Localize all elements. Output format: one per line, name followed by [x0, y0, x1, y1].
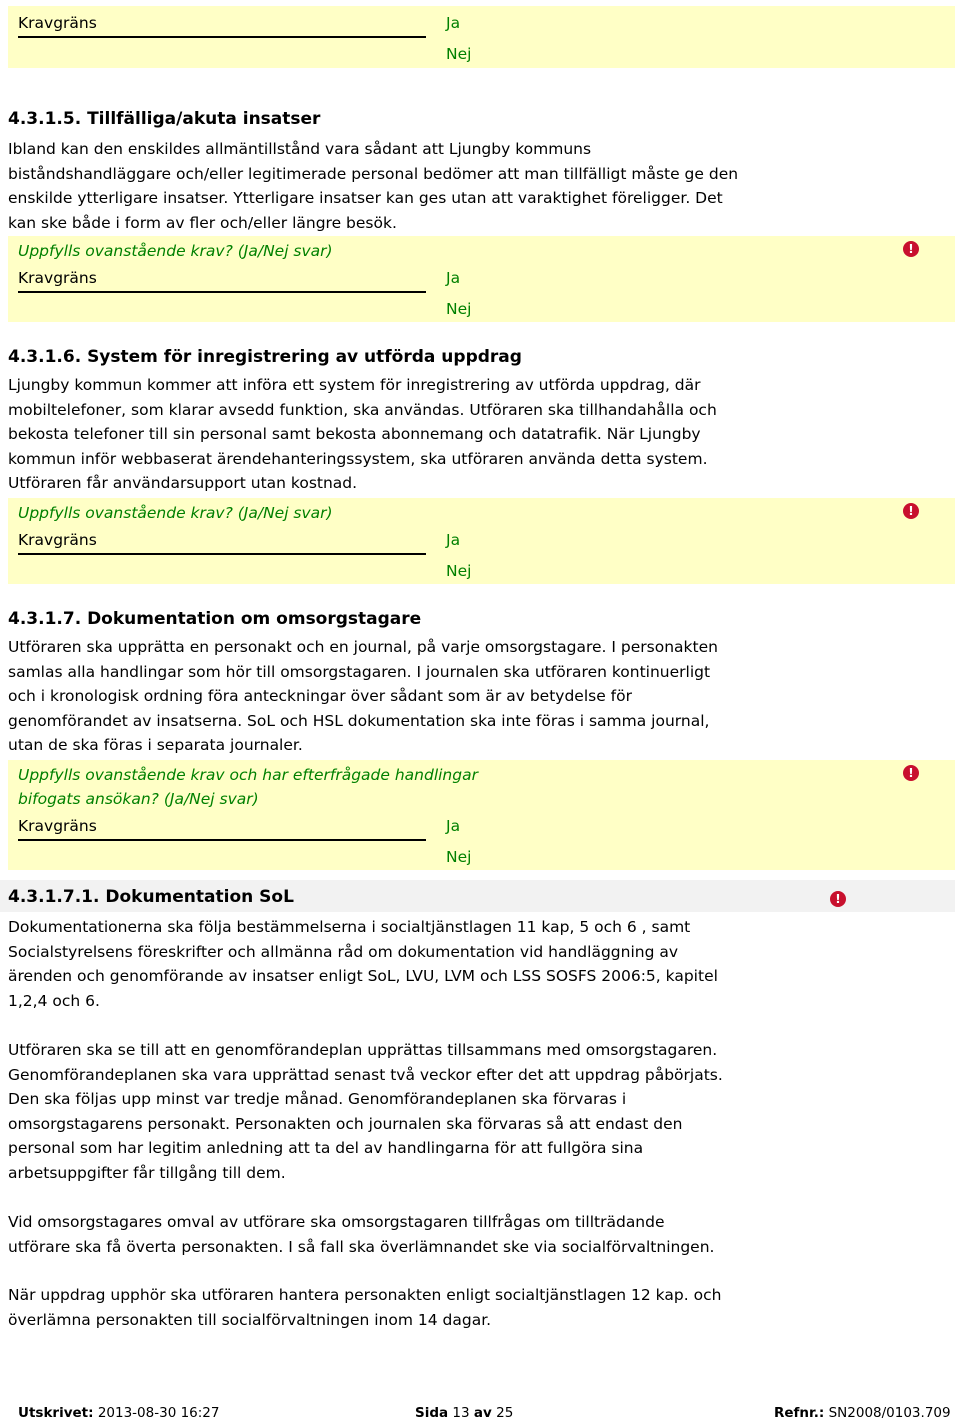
option-yes[interactable]: Ja	[446, 531, 461, 549]
printed-label: Utskrivet:	[18, 1405, 94, 1421]
page-of: av	[473, 1405, 492, 1421]
exclamation-warning-icon: !	[830, 891, 846, 907]
footer-page	[415, 1404, 513, 1422]
option-no[interactable]: Nej	[446, 300, 472, 318]
paragraph-termination: När uppdrag upphör ska utföraren hantera personakten enligt socialtjänstlagen 12 kap. och överlämna personakten till socialförvaltningen inom 14 dagar.	[8, 1286, 722, 1329]
section-body-4-3-1-5: Ibland kan den enskildes allmäntillstånd vara sådant att Ljungby kommuns biståndshandläggare och/eller legitimerade personal bedömer att man tillfälligt måste ge den enskilde ytterligare insatser. Ytterligare insatser kan ges utan att varaktighet föreligger. Det kan ske både i form av fler och/eller längre besök.	[8, 140, 739, 232]
exclamation-warning-icon: !	[903, 503, 919, 519]
limit-label: Kravgräns	[18, 531, 97, 549]
option-yes[interactable]: Ja	[446, 817, 461, 835]
limit-label: Kravgräns	[18, 817, 97, 835]
section-heading-4-3-1-7: 4.3.1.7. Dokumentation om omsorgstagare	[8, 609, 422, 629]
limit-underline	[18, 291, 426, 293]
question-4-3-1-7: Uppfylls ovanstående krav och har efterfrågade handlingar bifogats ansökan? (Ja/Nej svar)	[18, 766, 478, 808]
printed-value: 2013-08-30 16:27	[97, 1405, 220, 1421]
ref-value: SN2008/0103.709	[828, 1405, 951, 1421]
option-no[interactable]: Nej	[446, 45, 472, 63]
exclamation-warning-icon: !	[903, 241, 919, 257]
question-4-3-1-6: Uppfylls ovanstående krav? (Ja/Nej svar)	[18, 504, 333, 522]
page-current: 13	[452, 1405, 470, 1421]
limit-underline	[18, 36, 426, 38]
footer-ref	[774, 1404, 951, 1422]
option-no[interactable]: Nej	[446, 848, 472, 866]
paragraph-documentation-rules: Dokumentationerna ska följa bestämmelserna i socialtjänstlagen 11 kap, 5 och 6 , samt Socialstyrelsens föreskrifter och allmänna råd om dokumentation vid handläggning av ärenden och genomförande av insatser enligt SoL, LVU, LVM och LSS SOSFS 2006:5, kapitel 1,2,4 och 6.	[8, 918, 718, 1010]
limit-label: Kravgräns	[18, 269, 97, 287]
footer-printed	[18, 1404, 219, 1422]
section-heading-4-3-1-5: 4.3.1.5. Tillfälliga/akuta insatser	[8, 109, 321, 129]
paragraph-implementation-plan: Utföraren ska se till att en genomförandeplan upprättas tillsammans med omsorgstagaren. Genomförandeplanen ska vara upprättad senast två veckor efter det att uppdrag påbörjats. Den ska följas upp minst var tredje månad. Genomförandeplanen ska förvaras i omsorgstagarens personakt. Personakten och journalen ska förvaras så att endast den personal som har legitim anledning att ta del av handlingarna för att fullgöra sina arbetsuppgifter får tillgång till dem.	[8, 1041, 723, 1182]
option-yes[interactable]: Ja	[446, 14, 461, 32]
section-body-4-3-1-7: Utföraren ska upprätta en personakt och en journal, på varje omsorgstagare. I personakten samlas alla handlingar som hör till omsorgstagaren. I journalen ska utföraren kontinuerligt och i kronologisk ordning föra anteckningar över sådant som är av betydelse för genomförandet av insatserna. SoL och HSL dokumentation ska inte föras i samma journal, utan de ska föras i separata journaler.	[8, 638, 718, 755]
question-4-3-1-5: Uppfylls ovanstående krav? (Ja/Nej svar)	[18, 242, 333, 260]
paragraph-reselection: Vid omsorgstagares omval av utförare ska omsorgstagaren tillfrågas om tillträdande utförare ska få överta personakten. I så fall ska överlämnandet ske via socialförvaltningen.	[8, 1213, 715, 1256]
exclamation-warning-icon: !	[903, 765, 919, 781]
ref-label: Refnr.:	[774, 1405, 825, 1421]
limit-label: Kravgräns	[18, 14, 97, 32]
page-label: Sida	[415, 1405, 449, 1421]
page-total: 25	[496, 1405, 514, 1421]
option-no[interactable]: Nej	[446, 562, 472, 580]
option-yes[interactable]: Ja	[446, 269, 461, 287]
section-heading-4-3-1-7-1: 4.3.1.7.1. Dokumentation SoL	[8, 887, 294, 907]
limit-underline	[18, 553, 426, 555]
limit-underline	[18, 839, 426, 841]
section-body-4-3-1-6: Ljungby kommun kommer att införa ett system för inregistrering av utförda uppdrag, där mobiltelefoner, som klarar avsedd funktion, ska användas. Utföraren ska tillhandahålla och bekosta telefoner till sin personal samt bekosta abonnemang och datatrafik. När Ljungby kommun inför webbaserat ärendehanteringssystem, ska utföraren använda detta system. Utföraren får användarsupport utan kostnad.	[8, 376, 717, 493]
section-heading-4-3-1-6: 4.3.1.6. System för inregistrering av utförda uppdrag	[8, 347, 522, 367]
